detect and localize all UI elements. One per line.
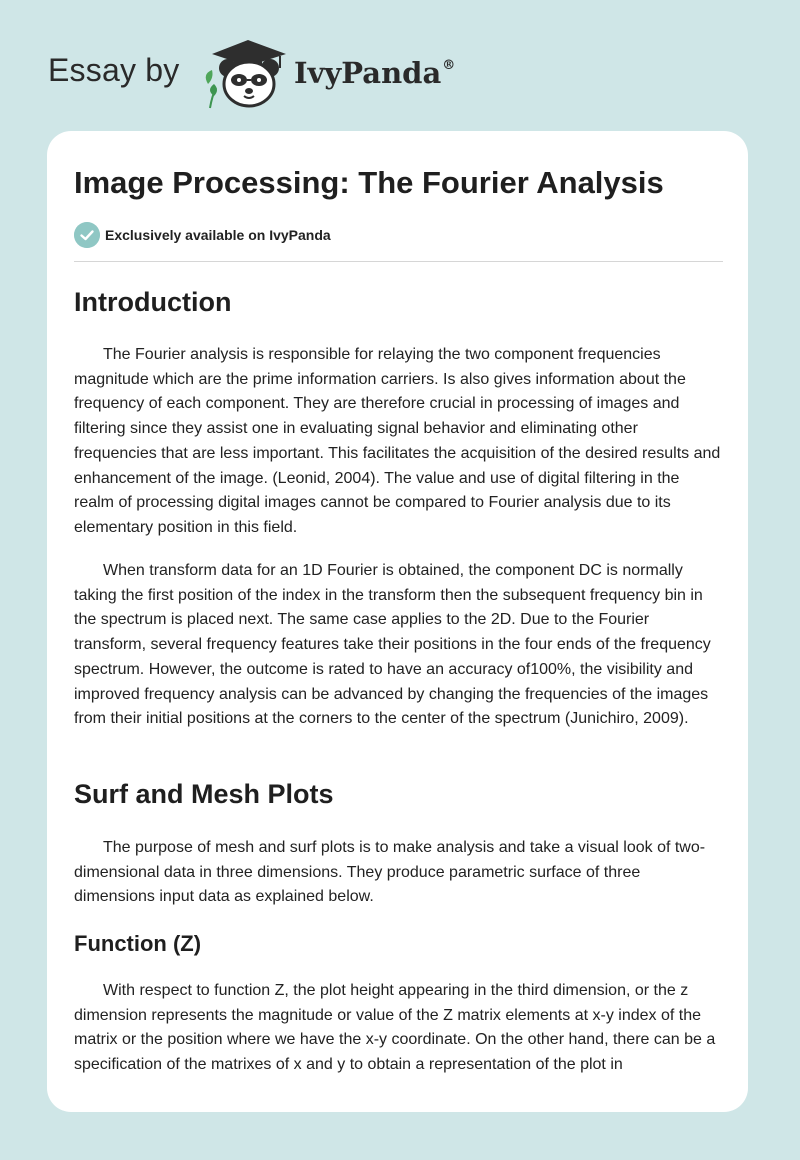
brand-name: IvyPanda®	[294, 56, 456, 90]
check-circle-icon	[74, 222, 100, 248]
exclusive-badge	[74, 222, 331, 248]
section-heading: Introduction	[74, 287, 232, 317]
badge-text: Exclusively available on IvyPanda	[105, 227, 331, 243]
article-card	[47, 131, 748, 1112]
page-title: Image Processing: The Fourier Analysis	[74, 165, 664, 200]
paragraph: With respect to function Z, the plot height appearing in the third dimension, or the z dimension represents the magnitude or value of the Z matrix elements at x-y index of the matrix or the position where we have the x-y coordinate. On the other hand, there can be a specification of the matrixes of x and y to obtain a representation of the plot in	[74, 982, 716, 1074]
registered-mark: ®	[442, 58, 456, 73]
subsection-heading: Function (Z)	[74, 931, 202, 956]
section-heading: Surf and Mesh Plots	[74, 779, 334, 809]
site-header	[48, 34, 508, 114]
paragraph: The Fourier analysis is responsible for relaying the two component frequencies magnitude which are the prime information carriers. Is also gives information about the frequency of each component. They are therefore crucial in processing of images and filtering since they assist one in evaluating signal behavior and eliminating other frequencies that are less important. This facilitates the acquisition of the desired results and enhancement of the image. (Leonid, 2004). The value and use of digital filtering in the realm of processing digital images cannot be compared to Fourier analysis due to its elementary position in this field.	[74, 346, 721, 536]
brand-prefix: Essay by	[48, 52, 180, 88]
paragraph: The purpose of mesh and surf plots is to make analysis and take a visual look of two-dimensional data in three dimensions. They produce parametric surface of three dimensions input data as explained below.	[74, 839, 706, 906]
panda-graduate-icon	[200, 34, 296, 110]
divider	[74, 261, 723, 262]
paragraph: When transform data for an 1D Fourier is obtained, the component DC is normally taking the first position of the index in the transform then the subsequent frequency bin in the spectrum is placed next. The same case applies to the 2D. Due to the Fourier transform, several frequency features take their positions in the four ends of the frequency spectrum. However, the outcome is rated to have an accuracy of100%, the visibility and improved frequency analysis can be advanced by changing the frequencies of the images from their initial positions at the corners to the center of the spectrum (Junichiro, 2009).	[74, 562, 711, 728]
